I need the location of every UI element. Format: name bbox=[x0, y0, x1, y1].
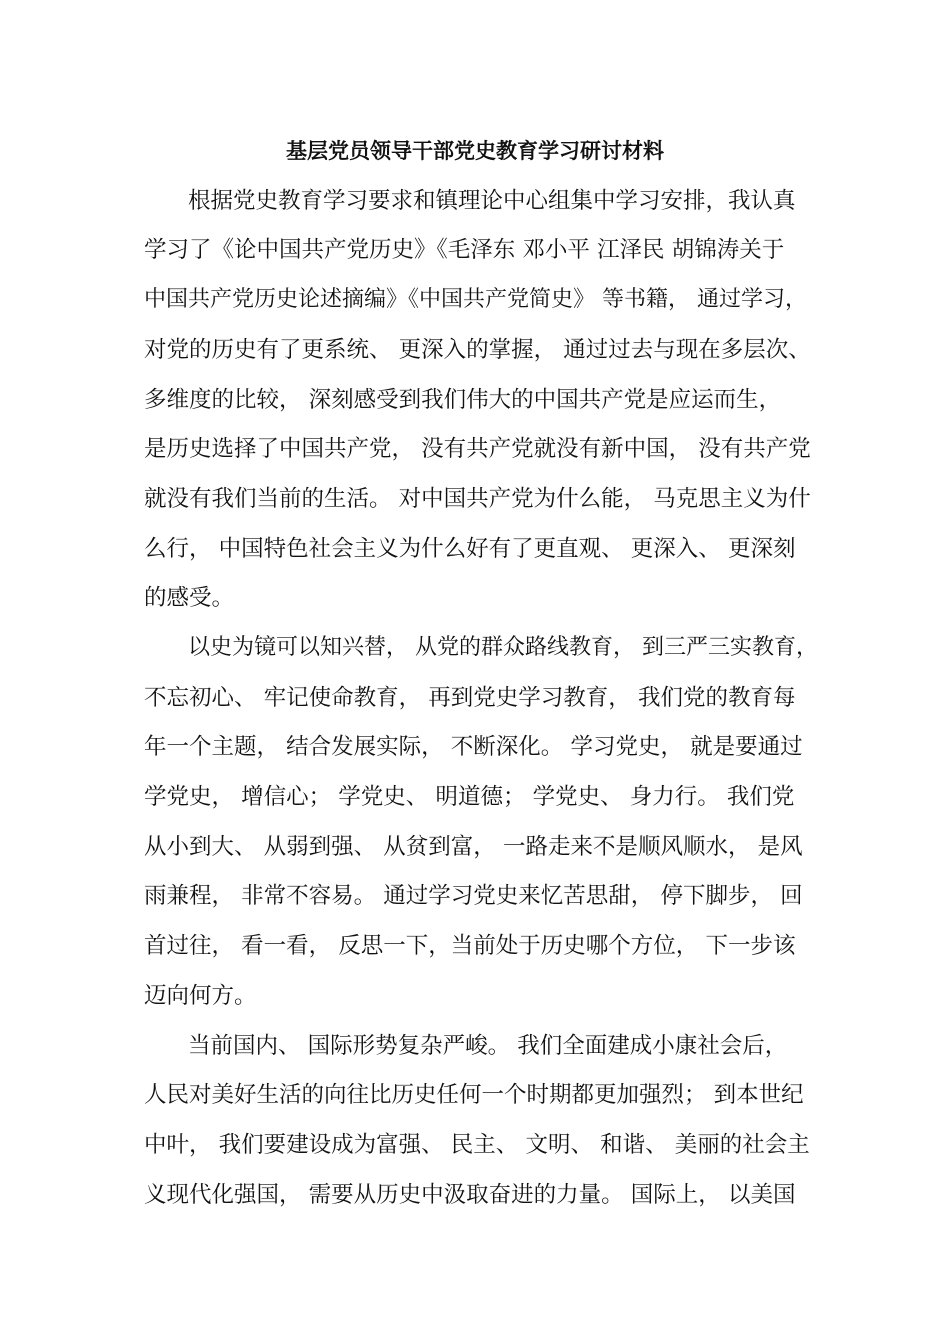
paragraph-1-line-5: 多维度的比较， 深刻感受到我们伟大的中国共产党是应运而生， bbox=[144, 387, 782, 413]
paragraph-3-line-3: 中叶， 我们要建设成为富强、 民主、 文明、 和谐、 美丽的社会主 bbox=[144, 1132, 810, 1158]
paragraph-1-line-8: 么行， 中国特色社会主义为什么好有了更直观、 更深入、 更深刻 bbox=[144, 536, 796, 562]
paragraph-2-line-5: 从小到大、 从弱到强、 从贫到富， 一路走来不是顺风顺水， 是风 bbox=[144, 834, 803, 860]
paragraph-1-line-9: 的感受。 bbox=[144, 585, 235, 611]
paragraph-3-line-1: 当前国内、 国际形势复杂严峻。 我们全面建成小康社会后， bbox=[188, 1033, 788, 1059]
paragraph-2-line-2: 不忘初心、 牢记使命教育， 再到党史学习教育， 我们党的教育每 bbox=[144, 685, 796, 711]
paragraph-1-line-4: 对党的历史有了更系统、 更深入的掌握， 通过过去与现在多层次、 bbox=[144, 337, 811, 363]
paragraph-2-line-8: 迈向何方。 bbox=[144, 983, 257, 1009]
paragraph-2-line-3: 年一个主题， 结合发展实际， 不断深化。 学习党史， 就是要通过 bbox=[144, 734, 803, 760]
paragraph-2-line-7: 首过往， 看一看， 反思一下，当前处于历史哪个方位， 下一步该 bbox=[144, 933, 796, 959]
paragraph-1-line-3: 中国共产党历史论述摘编》《中国共产党简史》 等书籍， 通过学习， bbox=[144, 287, 807, 312]
paragraph-3-line-2: 人民对美好生活的向往比历史任何一个时期都更加强烈； 到本世纪 bbox=[144, 1082, 804, 1108]
paragraph-1-line-2: 学习了《论中国共产党历史》《毛泽东 邓小平 江泽民 胡锦涛关于 bbox=[144, 237, 785, 263]
paragraph-2-line-4: 学党史， 增信心； 学党史、 明道德； 学党史、 身力行。 我们党 bbox=[144, 784, 795, 810]
paragraph-1-line-7: 就没有我们当前的生活。 对中国共产党为什么能， 马克思主义为什 bbox=[144, 486, 811, 512]
paragraph-2-line-6: 雨兼程， 非常不容易。 通过学习党史来忆苦思甜， 停下脚步， 回 bbox=[144, 883, 803, 909]
paragraph-1-line-6: 是历史选择了中国共产党， 没有共产党就没有新中国， 没有共产党 bbox=[144, 436, 811, 462]
document-title: 基层党员领导干部党史教育学习研讨材料 bbox=[286, 139, 664, 163]
paragraph-1-line-1: 根据党史教育学习要求和镇理论中心组集中学习安排，我认真 bbox=[188, 188, 796, 214]
paragraph-2-line-1: 以史为镜可以知兴替， 从党的群众路线教育， 到三严三实教育， bbox=[188, 635, 818, 660]
paragraph-3-line-4: 义现代化强国， 需要从历史中汲取奋进的力量。 国际上， 以美国 bbox=[144, 1182, 796, 1208]
